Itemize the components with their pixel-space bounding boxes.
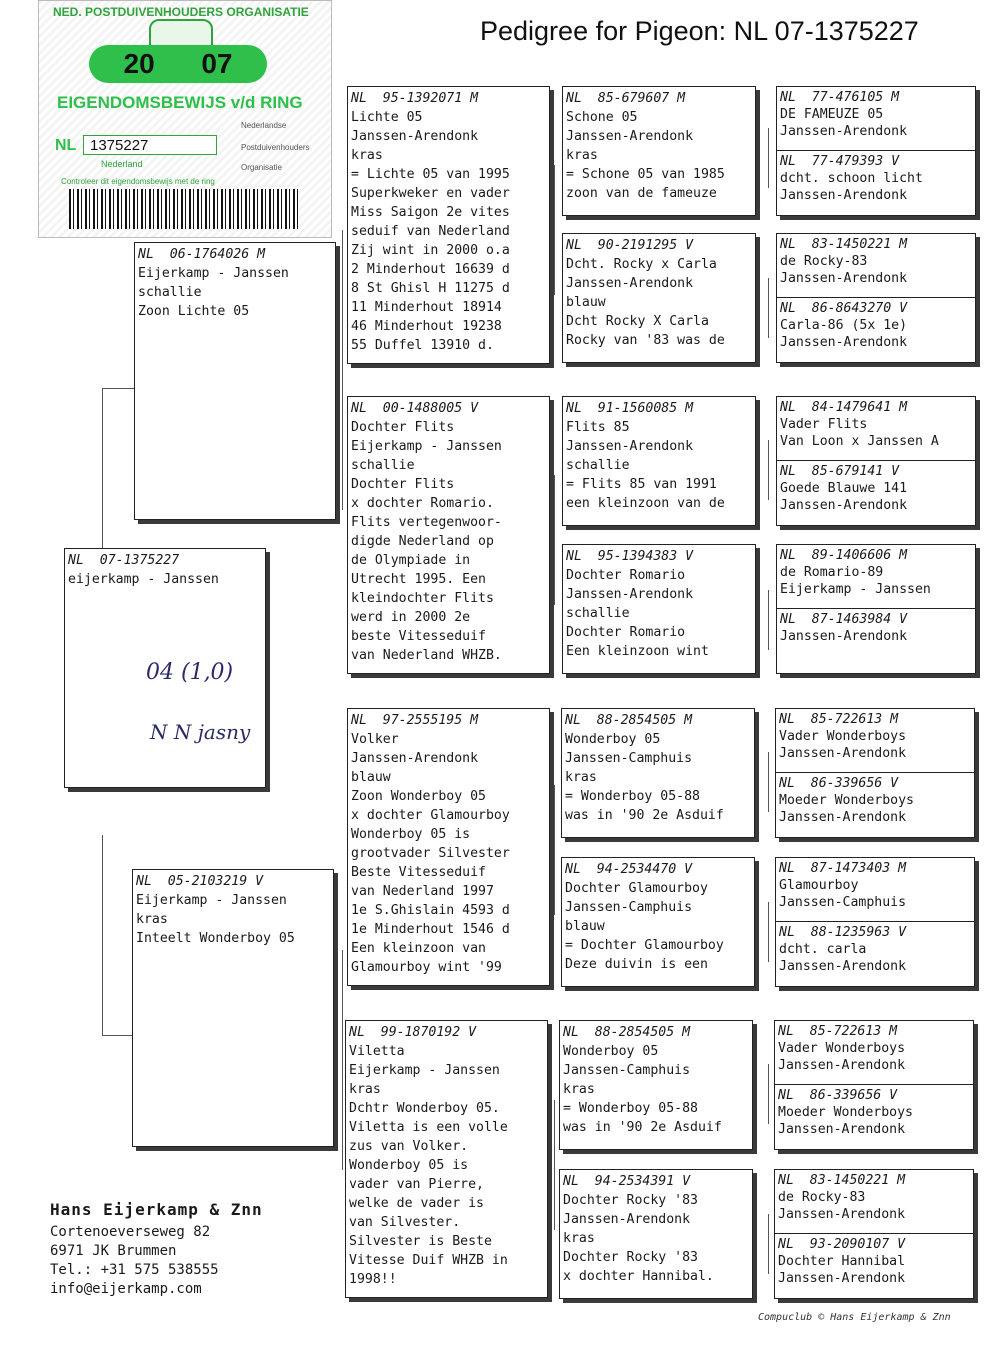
gen4-box [775,857,975,987]
box-line: Janssen-Arendonk [566,129,694,144]
ring-header: NL 85-722613 M [779,712,899,727]
gen4-box [776,233,976,363]
legend-line: Organisatie [241,163,282,172]
box-line: Vader Wonderboys [779,729,907,744]
box-line: Dcht. Rocky x Carla [566,257,717,272]
box-line: Glamourboy wint '99 [351,960,502,975]
box-line: Superkweker en vader [351,186,510,201]
box-line: de Rocky-83 [778,1190,866,1205]
box-line: de Olympiade in [351,553,471,568]
connector-line [342,230,343,510]
handwritten-note: 04 (1,0) [146,660,234,685]
ring-country: Nederland [101,159,143,169]
box-line: Janssen-Camphuis [779,895,907,910]
box-line: = Flits 85 van 1991 [566,477,717,492]
box-line: Miss Saigon 2e vites [351,205,510,220]
box-line: seduif van Nederland [351,224,510,239]
box-line: Eijerkamp - Janssen [780,582,931,597]
gen4-dam [775,1085,973,1149]
box-line: Dochter Flits [351,477,455,492]
connector-line [102,835,103,1035]
box-line: van Silvester. [349,1215,461,1230]
ring-header: NL 95-1394383 V [566,549,694,564]
box-line: Dochter Romario [566,568,686,583]
box-line: Viletta is een volle [349,1120,508,1135]
ring-number: 1375227 [83,135,217,155]
ring-header: NL 83-1450221 M [778,1173,906,1188]
ring-header: NL 05-2103219 V [136,874,264,889]
ring-header: NL 97-2555195 M [351,713,479,728]
box-line: x dochter Hannibal. [563,1269,714,1284]
sire-box [134,242,336,520]
box-line: Dochter Glamourboy [565,881,708,896]
box-line: = Dochter Glamourboy [565,938,724,953]
box-line: kras [351,148,383,163]
box-line: Janssen-Arendonk [566,276,694,291]
dam-box [132,869,334,1147]
gen4-dam [776,773,974,837]
box-line: Lichte 05 [351,110,423,125]
box-line: Janssen-Camphuis [563,1063,691,1078]
box-line: Eijerkamp - Janssen [136,893,287,908]
gen2-box [347,396,550,674]
ring-header: NL 88-2854505 M [565,713,693,728]
gen4-sire [777,234,975,298]
box-line: Janssen-Arendonk [351,129,479,144]
box-line: 8 St Ghisl H 11275 d [351,281,510,296]
box-line: Beste Vitesseduif [351,865,486,880]
connector-line [342,950,343,1170]
box-line: Janssen-Arendonk [351,751,479,766]
phone: Tel.: +31 575 538555 [50,1262,219,1278]
box-line: Janssen-Camphuis [565,751,693,766]
box-line: Janssen-Arendonk [778,1207,906,1222]
ring-header: NL 86-8643270 V [780,301,908,316]
legend-line: Postduivenhouders [241,143,310,152]
ring-header: NL 86-339656 V [779,776,899,791]
street: Cortenoeverseweg 82 [50,1224,211,1240]
box-line: een kleinzoon van de [566,496,725,511]
gen4-box [775,708,975,838]
gen2-box [347,708,550,986]
box-line: Volker [351,732,399,747]
barcode-icon [69,189,299,229]
box-line: Moeder Wonderboys [778,1105,913,1120]
gen3-box [562,544,756,674]
ring-header: NL 95-1392071 M [351,91,479,106]
ring-header: NL 00-1488005 V [351,401,479,416]
box-line: Janssen-Arendonk [778,1122,906,1137]
box-line: digde Nederland op [351,534,494,549]
handwritten-note: N N jasny [150,720,251,744]
box-line: Utrecht 1995. Een [351,572,486,587]
gen4-box [774,1020,974,1150]
box-line: schallie [138,285,202,300]
control-text: Controleer dit eigendomsbewijs met de ring [61,177,215,186]
connector-line [768,278,769,338]
ring-header: NL 06-1764026 M [138,247,266,262]
box-line: Eijerkamp - Janssen [138,266,289,281]
box-line: kleindochter Flits [351,591,494,606]
ring-header: NL 77-479393 V [780,154,900,169]
box-line: Viletta [349,1044,405,1059]
ring-header: NL 94-2534470 V [565,862,693,877]
box-line: Eijerkamp - Janssen [349,1063,500,1078]
box-line: dcht. carla [779,942,867,957]
box-line: kras [349,1082,381,1097]
box-line: Silvester is Beste [349,1234,492,1249]
gen3-box [562,396,756,526]
ring-header: NL 90-2191295 V [566,238,694,253]
gen4-sire [777,397,975,461]
ring-header: NL 93-2090107 V [778,1237,906,1252]
ring-year-right: 07 [201,48,233,79]
box-line: van Nederland 1997 [351,884,494,899]
box-line: Schone 05 [566,110,638,125]
box-line: blauw [565,919,605,934]
box-line: Wonderboy 05 is [349,1158,469,1173]
ring-certificate [38,0,332,238]
ring-org: NED. POSTDUIVENHOUDERS ORGANISATIE [53,5,309,19]
box-line: werd in 2000 2e [351,610,471,625]
box-line: Dochter Rocky '83 [563,1250,698,1265]
box-line: Janssen-Arendonk [778,1058,906,1073]
box-line: Janssen-Camphuis [565,900,693,915]
box-line: was in '90 2e Asduif [565,808,724,823]
box-line: schallie [566,458,630,473]
box-line: Dochter Romario [566,625,686,640]
ring-header: NL 88-2854505 M [563,1025,691,1040]
gen4-dam [777,298,975,362]
box-line: Janssen-Arendonk [780,124,908,139]
ring-year [89,45,267,83]
connector-line [768,902,769,962]
connector-line [768,1214,769,1274]
box-line: zus van Volker. [349,1139,469,1154]
box-line: vader van Pierre, [349,1177,484,1192]
connector-line [768,1064,769,1124]
box-line: x dochter Romario. [351,496,494,511]
ring-header: NL 99-1870192 V [349,1025,477,1040]
box-line: Glamourboy [779,878,859,893]
connector-line [768,590,769,650]
connector-line [768,752,769,812]
box-line: Janssen-Arendonk [778,1271,906,1286]
box-line: = Schone 05 van 1985 [566,167,725,182]
box-line: 46 Minderhout 19238 [351,319,502,334]
box-line: kras [566,148,598,163]
box-line: Inteelt Wonderboy 05 [136,931,295,946]
page-title: Pedigree for Pigeon: NL 07-1375227 [480,16,919,46]
copyright-credit: Compuclub © Hans Eijerkamp & Znn [758,1312,951,1323]
box-line: Vader Wonderboys [778,1041,906,1056]
box-line: zoon van de fameuze [566,186,717,201]
box-line: eijerkamp - Janssen [68,572,219,587]
ring-header: NL 88-1235963 V [779,925,907,940]
box-line: Flits vertegenwoor- [351,515,502,530]
gen4-sire [775,1021,973,1085]
ring-header: NL 86-339656 V [778,1088,898,1103]
box-line: Janssen-Arendonk [780,629,908,644]
box-line: Zoon Lichte 05 [138,304,250,319]
ring-header: NL 89-1406606 M [780,548,908,563]
ring-header: NL 85-679607 M [566,91,686,106]
gen4-sire [777,87,975,151]
box-line: Rocky van '83 was de [566,333,725,348]
box-line: Vitesse Duif WHZB in [349,1253,508,1268]
box-line: Zoon Wonderboy 05 [351,789,486,804]
box-line: Van Loon x Janssen A [780,434,939,449]
box-line: de Romario-89 [780,565,884,580]
box-line: Dochter Hannibal [778,1254,906,1269]
gen4-sire [777,545,975,609]
box-line: Zij wint in 2000 o.a [351,243,510,258]
box-line: Deze duivin is een [565,957,708,972]
gen3-box [561,857,755,987]
box-line: kras [136,912,168,927]
box-line: 55 Duffel 13910 d. [351,338,494,353]
gen3-box [562,86,756,216]
gen4-box [776,544,976,674]
box-line: welke de vader is [349,1196,484,1211]
box-line: Janssen-Arendonk [780,188,908,203]
box-line: DE FAMEUZE 05 [780,107,884,122]
box-line: grootvader Silvester [351,846,510,861]
box-line: blauw [566,295,606,310]
box-line: Een kleinzoon van [351,941,486,956]
box-line: Janssen-Arendonk [779,746,907,761]
box-line: Goede Blauwe 141 [780,481,908,496]
box-line: = Wonderboy 05-88 [563,1101,698,1116]
gen4-sire [775,1170,973,1234]
box-line: Vader Flits [780,417,868,432]
connector-line [554,1100,555,1230]
ownership-label: EIGENDOMSBEWIJS v/d RING [57,93,303,112]
ring-header: NL 83-1450221 M [780,237,908,252]
box-line: schallie [351,458,415,473]
connector-line [554,785,555,915]
box-line: Janssen-Arendonk [780,335,908,350]
connector-line [768,128,769,188]
box-line: was in '90 2e Asduif [563,1120,722,1135]
connector-line [554,475,555,605]
breeder-address [50,1200,263,1299]
box-line: 11 Minderhout 18914 [351,300,502,315]
ring-header: NL 87-1463984 V [780,612,908,627]
email: info@eijerkamp.com [50,1281,202,1297]
ring-header: NL 85-722613 M [778,1024,898,1039]
gen4-box [776,86,976,216]
gen3-box [559,1020,753,1150]
connector-line [768,440,769,500]
box-line: = Lichte 05 van 1995 [351,167,510,182]
box-line: Janssen-Arendonk [566,587,694,602]
legend-line: Nederlandse [241,121,287,130]
gen4-dam [777,609,975,673]
box-line: Janssen-Arendonk [779,959,907,974]
ring-year-left: 20 [123,48,155,79]
gen4-dam [776,922,974,986]
box-line: kras [563,1082,595,1097]
box-line: 1e Minderhout 1546 d [351,922,510,937]
ring-header: NL 87-1473403 M [779,861,907,876]
box-line: Moeder Wonderboys [779,793,914,808]
box-line: Een kleinzoon wint [566,644,709,659]
ring-header: NL 84-1479641 M [780,400,908,415]
gen4-dam [777,461,975,525]
ring-header: NL 94-2534391 V [563,1174,691,1189]
ring-header: NL 91-1560085 M [566,401,694,416]
box-line: x dochter Glamourboy [351,808,510,823]
gen4-sire [776,858,974,922]
box-line: kras [563,1231,595,1246]
gen3-box [559,1169,753,1299]
box-line: Janssen-Arendonk [780,271,908,286]
ring-header: NL 85-679141 V [780,464,900,479]
box-line: Janssen-Arendonk [563,1212,691,1227]
box-line: Wonderboy 05 [565,732,661,747]
box-line: Janssen-Arendonk [779,810,907,825]
gen4-box [776,396,976,526]
gen2-box [347,86,550,364]
box-line: = Wonderboy 05-88 [565,789,700,804]
box-line: 2 Minderhout 16639 d [351,262,510,277]
box-line: kras [565,770,597,785]
gen4-box [774,1169,974,1299]
box-line: Wonderboy 05 is [351,827,471,842]
gen4-dam [775,1234,973,1298]
box-line: 1e S.Ghislain 4593 d [351,903,510,918]
box-line: Janssen-Arendonk [780,498,908,513]
box-line: Janssen-Arendonk [566,439,694,454]
box-line: Flits 85 [566,420,630,435]
breeder-name: Hans Eijerkamp & Znn [50,1200,263,1219]
box-line: beste Vitesseduif [351,629,486,644]
connector-line [102,388,134,389]
ring-header: NL 07-1375227 [68,553,180,568]
box-line: Dchtr Wonderboy 05. [349,1101,500,1116]
city: 6971 JK Brummen [50,1243,177,1259]
connector-line [554,165,555,295]
box-line: van Nederland WHZB. [351,648,502,663]
gen3-box [561,708,755,838]
connector-line [102,1035,134,1036]
gen3-box [562,233,756,363]
box-line: Eijerkamp - Janssen [351,439,502,454]
box-line: de Rocky-83 [780,254,868,269]
connector-line [102,388,103,548]
box-line: schallie [566,606,630,621]
gen2-box [345,1020,548,1298]
box-line: dcht. schoon licht [780,171,923,186]
box-line: blauw [351,770,391,785]
box-line: Wonderboy 05 [563,1044,659,1059]
box-line: Dochter Flits [351,420,455,435]
box-line: 1998!! [349,1272,397,1287]
gen4-sire [776,709,974,773]
country-code: NL [55,137,77,154]
box-line: Carla-86 (5x 1e) [780,318,908,333]
box-line: Dcht Rocky X Carla [566,314,709,329]
ring-header: NL 77-476105 M [780,90,900,105]
box-line: Dochter Rocky '83 [563,1193,698,1208]
gen4-dam [777,151,975,215]
